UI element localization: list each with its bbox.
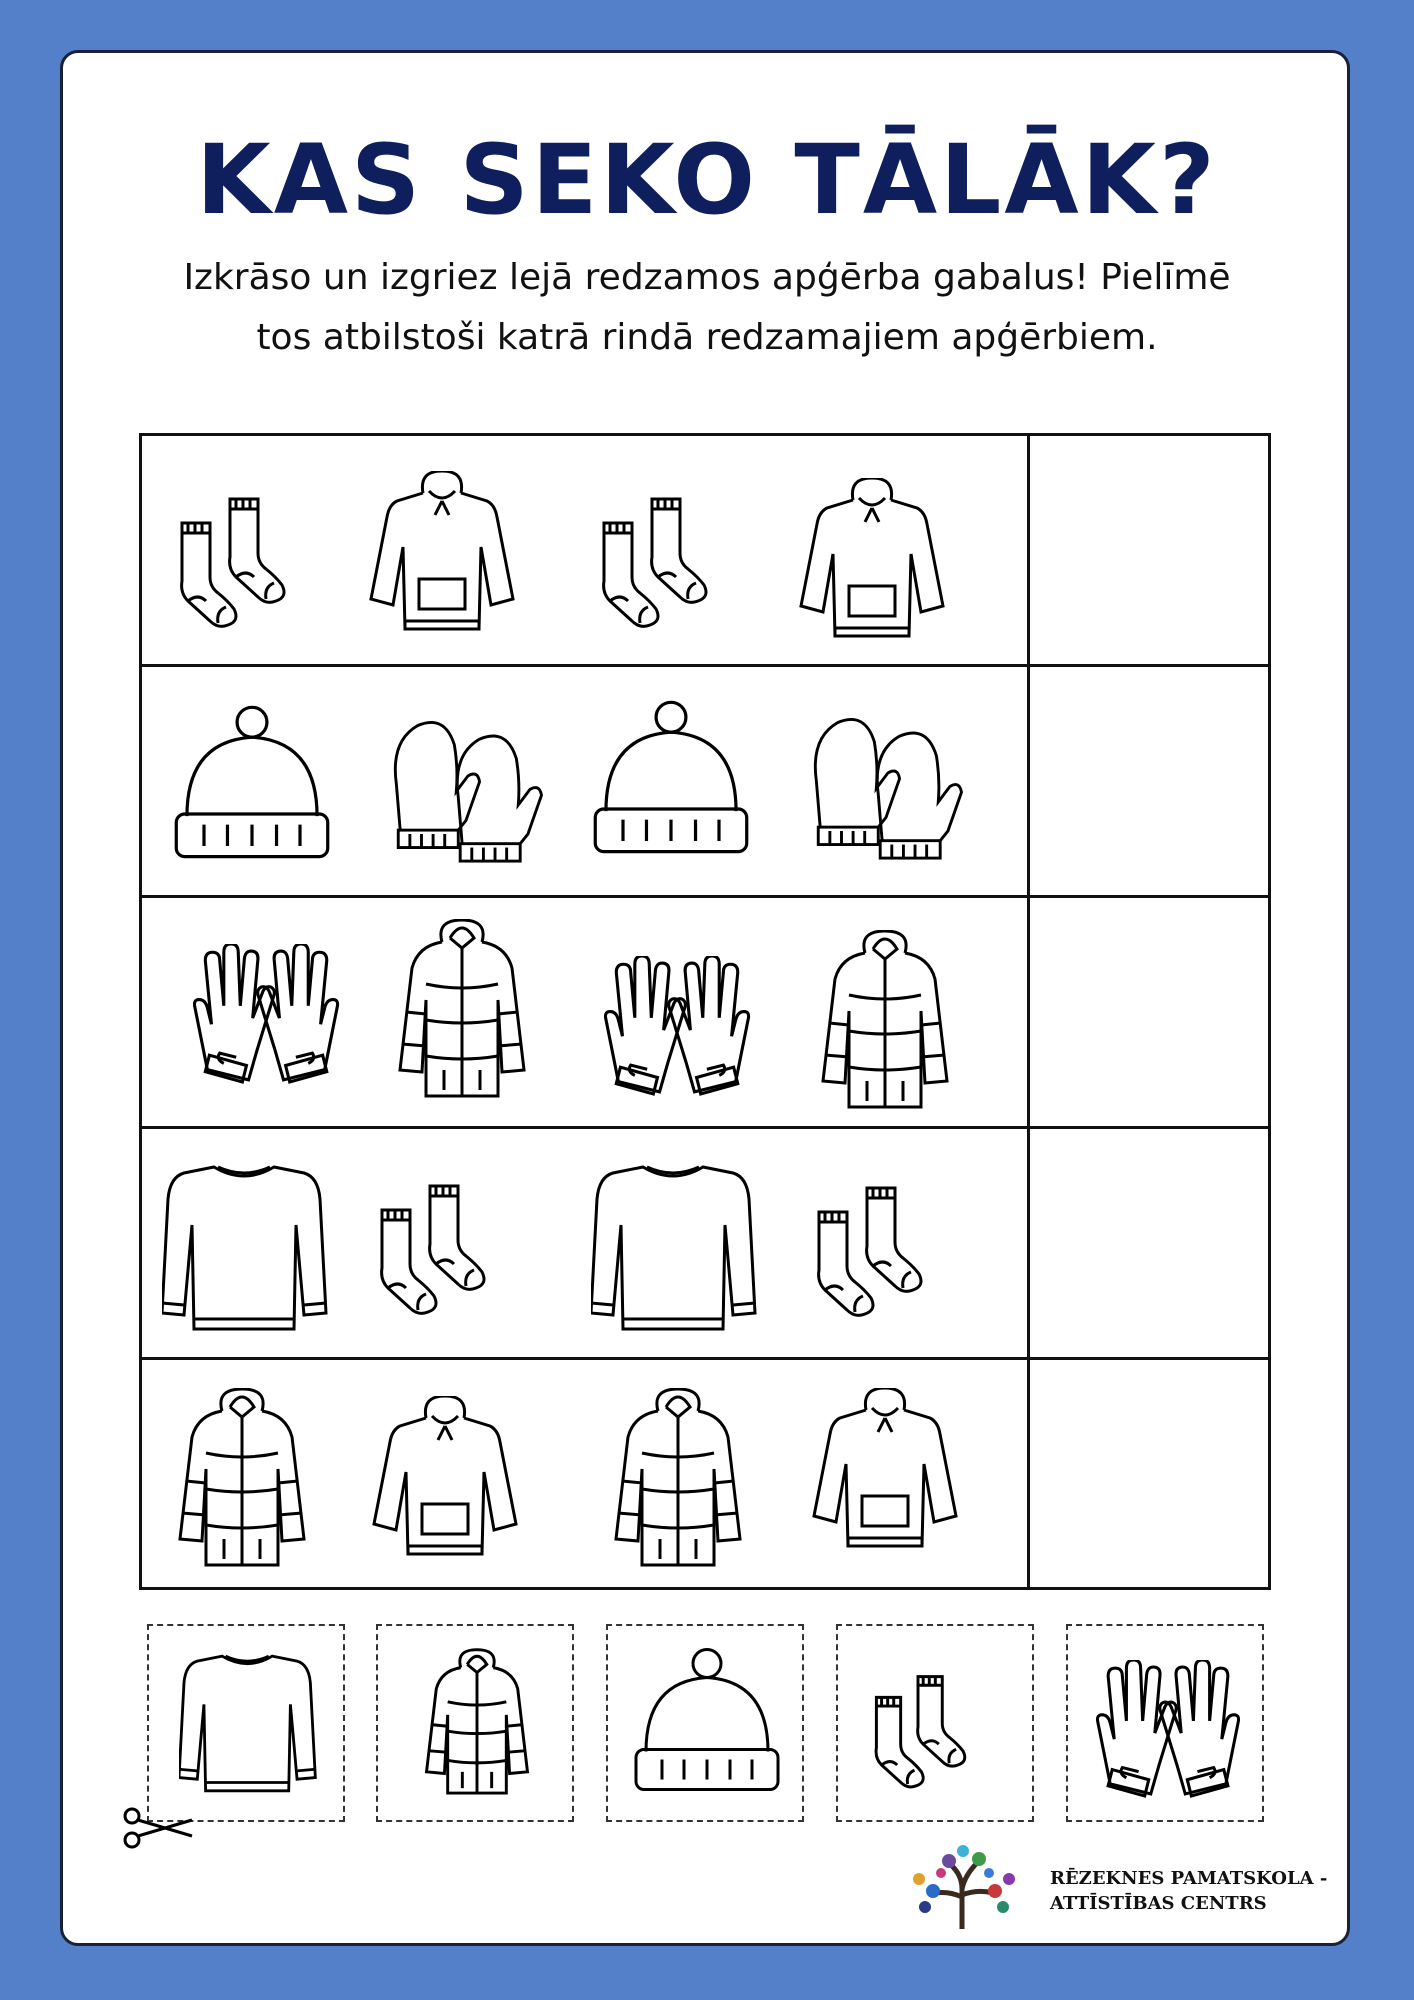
puffer-jacket-icon — [172, 1388, 312, 1570]
socks-icon — [866, 1651, 996, 1801]
mittens-icon — [381, 714, 551, 864]
socks-icon — [592, 471, 742, 641]
answer-cell-5[interactable] — [1031, 1360, 1268, 1585]
puffer-jacket-icon — [392, 919, 532, 1101]
tree-hands-logo-icon — [905, 1845, 1023, 1929]
puffer-jacket-icon — [815, 930, 955, 1112]
answer-cell-4[interactable] — [1031, 1129, 1268, 1354]
sweater-icon — [591, 1162, 757, 1334]
puffer-jacket-icon — [608, 1388, 748, 1570]
pattern-grid — [139, 433, 1271, 1590]
hoodie-icon — [797, 478, 947, 643]
gloves-icon — [1086, 1660, 1248, 1798]
instructions-text: Izkrāso un izgriez lejā redzamos apģērba gabalus! Pielīmē tos atbilstoši katrā rindā redzamajiem apģērbiem. — [183, 257, 1231, 358]
cutout-sweater[interactable] — [147, 1624, 345, 1822]
answer-cell-2[interactable] — [1031, 667, 1268, 892]
sweater-icon — [179, 1651, 317, 1796]
gloves-icon — [591, 956, 761, 1096]
school-name-line-1: RĒZEKNES PAMATSKOLA - — [1050, 1868, 1328, 1889]
cutout-puffer-jacket[interactable] — [376, 1624, 574, 1822]
sweater-icon — [162, 1162, 328, 1334]
socks-icon — [170, 471, 320, 641]
winter-hat-icon — [591, 700, 751, 855]
hoodie-icon — [367, 471, 517, 636]
socks-icon — [807, 1160, 957, 1330]
hoodie-icon — [370, 1396, 520, 1561]
gloves-icon — [180, 944, 350, 1084]
cutout-socks[interactable] — [836, 1624, 1034, 1822]
school-name-line-2: ATTĪSTĪBAS CENTRS — [1050, 1893, 1267, 1914]
cutout-gloves[interactable] — [1066, 1624, 1264, 1822]
cutout-winter-hat[interactable] — [606, 1624, 804, 1822]
socks-icon — [370, 1158, 520, 1328]
winter-hat-icon — [172, 705, 332, 860]
mittens-icon — [801, 711, 971, 861]
page-title: KAS SEKO TĀLĀK? — [196, 124, 1218, 236]
answer-cell-1[interactable] — [1031, 436, 1268, 661]
answer-cell-3[interactable] — [1031, 898, 1268, 1123]
school-name — [1050, 1866, 1327, 1916]
hoodie-icon — [810, 1388, 960, 1553]
scissors-icon — [122, 1806, 198, 1850]
winter-hat-icon — [632, 1646, 782, 1794]
grid-column-divider — [1027, 436, 1030, 1587]
puffer-jacket-icon — [420, 1648, 534, 1798]
